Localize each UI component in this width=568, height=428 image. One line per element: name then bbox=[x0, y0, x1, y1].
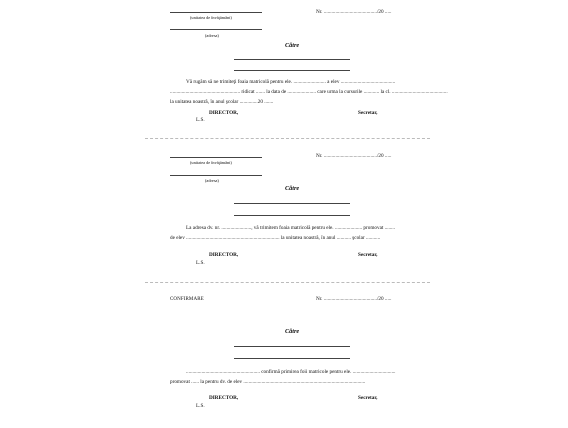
registration-number: Nr. ........................................./20 ..... bbox=[316, 153, 392, 159]
unit-label: (unitatea de învăţământ) bbox=[190, 15, 232, 20]
recipient-line-2 bbox=[234, 358, 350, 359]
seal-label: L.S. bbox=[196, 403, 205, 409]
recipient-line-1 bbox=[234, 59, 350, 60]
cut-line bbox=[145, 282, 430, 283]
seal-label: L.S. bbox=[196, 117, 205, 123]
address-label: (adresa) bbox=[205, 33, 219, 38]
seal-label: L.S. bbox=[196, 260, 205, 266]
recipient-line-2 bbox=[234, 215, 350, 216]
recipient-line-1 bbox=[234, 346, 350, 347]
recipient-heading: Către bbox=[285, 328, 300, 335]
body-line-1: La adresa dv. nr. ......................., vă trimitem foaia matricolă pentru ele. ..................... promovat ........ bbox=[186, 225, 395, 231]
secretary-signature: Secretar, bbox=[358, 110, 378, 116]
recipient-line-2 bbox=[234, 70, 350, 71]
unit-line bbox=[170, 12, 262, 13]
recipient-heading: Către bbox=[285, 185, 300, 192]
director-signature: DIRECTOR, bbox=[209, 252, 239, 258]
unit-label: (unitatea de învăţământ) bbox=[190, 160, 232, 165]
body-line-1: ......................................................... confirmă primirea foii matricole pentru ele. ................................. bbox=[186, 369, 396, 375]
registration-number: Nr. ........................................./20 ..... bbox=[316, 296, 392, 302]
address-label: (adresa) bbox=[205, 178, 219, 183]
secretary-signature: Secretar, bbox=[358, 252, 378, 258]
body-line-2: ...................................................... ridicat ....... la data de ...................... care urma la cursurile ............ la cl. ........................................... bbox=[170, 89, 448, 95]
recipient-heading: Către bbox=[285, 42, 300, 49]
secretary-signature: Secretar, bbox=[358, 395, 378, 401]
unit-line bbox=[170, 157, 262, 158]
body-line-1: Vă rugăm să ne trimiteţi foaia matricolă pentru ele. ......................... a elev .......................................... bbox=[186, 79, 396, 85]
director-signature: DIRECTOR, bbox=[209, 395, 239, 401]
recipient-line-1 bbox=[234, 203, 350, 204]
registration-number: Nr. ........................................./20 ..... bbox=[316, 9, 392, 15]
body-line-2: promovat ...... la pentru dv. de elev .............................................................................................. bbox=[170, 379, 366, 385]
director-signature: DIRECTOR, bbox=[209, 110, 239, 116]
address-line bbox=[170, 29, 262, 30]
address-line bbox=[170, 175, 262, 176]
cut-line bbox=[145, 138, 430, 139]
body-line-3: la unitatea noastră, în anul şcolar ..............20 ....... bbox=[170, 99, 274, 105]
body-line-2: de elev ........................................................................ la unitatea noastră, în anul ........... şcolar ........... bbox=[170, 235, 381, 241]
confirmation-title: CONFIRMARE bbox=[170, 297, 204, 302]
